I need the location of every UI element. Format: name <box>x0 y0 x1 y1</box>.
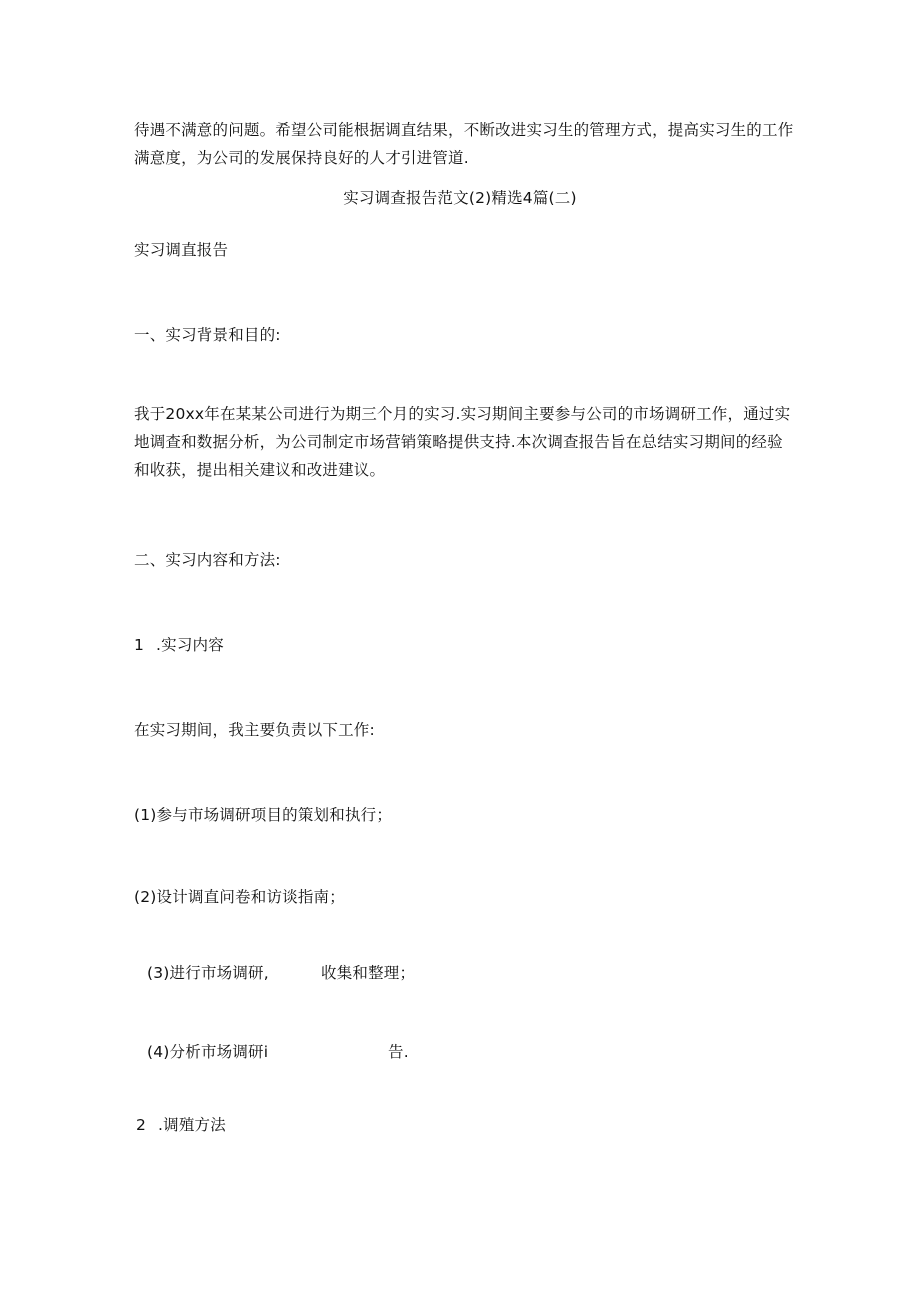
intro-paragraph: 待遇不满意的问题。希望公司能根据调直结果，不断改进实习生的管理方式，提高实习生的工作满意度，为公司的发展保持良好的人才引进管道. <box>134 121 794 167</box>
list-item: (2)设计调直问卷和访谈指南； <box>134 888 345 906</box>
subheading-text: .实习内容 <box>156 636 224 654</box>
list-item: (1)参与市场调研项目的策划和执行； <box>134 806 393 824</box>
subheading-internship-content <box>134 635 224 655</box>
heading-background-purpose: 一、实习背景和目的: <box>134 326 281 344</box>
list-item-part: 收集和整理； <box>321 964 416 982</box>
subheading-survey-methods <box>136 1115 226 1135</box>
subheading-number: 1 <box>134 636 145 654</box>
subheading-number: 2 <box>136 1116 147 1134</box>
work-intro: 在实习期间，我主要负责以下工作: <box>134 721 375 739</box>
background-paragraph: 我于20xx年在某某公司进行为期三个月的实习.实习期间主要参与公司的市场调研工作，通过实地调查和数据分析，为公司制定市场营销策略提供支持.本次调查报告旨在总结实习期间的经验和收获，提出相关建议和改进建议。 <box>134 405 791 479</box>
list-item-part: (4)分析市场调研i <box>147 1043 269 1061</box>
list-item-part: 告. <box>388 1043 409 1061</box>
subheading-text: .调殖方法 <box>158 1116 226 1134</box>
report-title: 实习调直报告 <box>134 241 229 259</box>
section-title: 实习调查报告范文(2)精选4篇(二) <box>343 189 577 207</box>
list-item-part: (3)进行市场调研, <box>147 964 269 982</box>
heading-content-methods: 二、实习内容和方法: <box>134 551 281 569</box>
